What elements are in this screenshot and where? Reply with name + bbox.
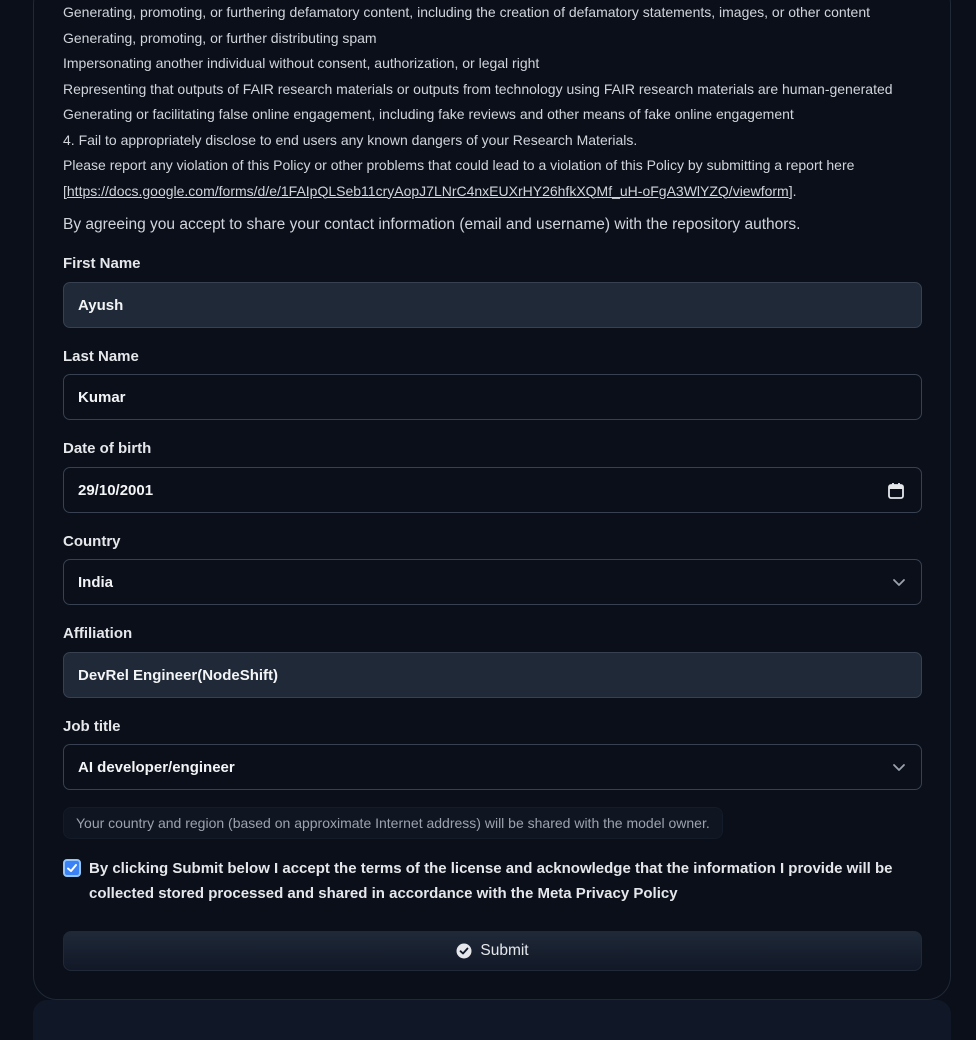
- job-title-select[interactable]: [63, 744, 922, 790]
- checkmark-icon: [66, 862, 78, 874]
- consent-checkbox[interactable]: [63, 859, 81, 877]
- dob-label: Date of birth: [63, 440, 152, 457]
- chevron-down-icon: [891, 574, 907, 590]
- report-link-line: [63, 179, 923, 205]
- link-bracket-open: [: [63, 182, 67, 199]
- calendar-icon[interactable]: [887, 482, 905, 500]
- policy-text: [63, 0, 923, 204]
- submit-label: Submit: [480, 942, 529, 959]
- agreement-text: By agreeing you accept to share your contact information (email and username) with the repository authors.: [63, 216, 801, 233]
- policy-line: Generating or facilitating false online engagement, including fake reviews and other means of fake online engagement: [63, 106, 794, 122]
- policy-line: Generating, promoting, or further distributing spam: [63, 29, 377, 46]
- policy-line: Representing that outputs of FAIR research materials or outputs from technology using FAIR research materials are human-generated: [63, 80, 893, 97]
- dob-input[interactable]: [63, 467, 922, 513]
- report-form-link[interactable]: https://docs.google.com/forms/d/e/1FAIpQLSeb11cryAopJ7LNrC4nxEUXrHY26hfkXQMf_uH-oFgA3WlYZQ/viewform: [66, 182, 789, 199]
- country-value: India: [78, 573, 114, 591]
- last-name-value: Kumar: [78, 388, 126, 406]
- consent-text: By clicking Submit below I accept the terms of the license and acknowledge that the information I provide will be collected stored processed and shared in accordance with the Meta Privacy Policy: [89, 860, 893, 902]
- affiliation-input[interactable]: [63, 652, 922, 698]
- country-label: Country: [63, 533, 121, 550]
- policy-line: Please report any violation of this Policy or other problems that could lead to a violation of this Policy by submitting a report here: [63, 157, 855, 173]
- first-name-label: First Name: [63, 255, 141, 272]
- country-select[interactable]: [63, 559, 922, 605]
- card-footer-strip: [33, 1000, 951, 1040]
- link-bracket-close: ].: [788, 182, 797, 199]
- affiliation-value: DevRel Engineer(NodeShift): [78, 666, 279, 684]
- check-circle-icon: [456, 943, 472, 959]
- affiliation-label: Affiliation: [63, 625, 133, 642]
- job-title-label: Job title: [63, 718, 121, 735]
- first-name-input[interactable]: [63, 282, 922, 328]
- submit-button[interactable]: [63, 931, 922, 971]
- policy-line: 4. Fail to appropriately disclose to end users any known dangers of your Research Materials.: [63, 131, 638, 148]
- last-name-input[interactable]: [63, 374, 922, 420]
- dob-value: 29/10/2001: [78, 481, 154, 499]
- region-sharing-note: Your country and region (based on approximate Internet address) will be shared with the model owner.: [63, 807, 723, 839]
- policy-line: Generating, promoting, or furthering defamatory content, including the creation of defamatory statements, images, or other content: [63, 4, 870, 20]
- last-name-label: Last Name: [63, 348, 139, 365]
- policy-line: Impersonating another individual without consent, authorization, or legal right: [63, 55, 540, 71]
- job-title-value: AI developer/engineer: [78, 758, 235, 776]
- chevron-down-icon: [891, 759, 907, 775]
- first-name-value: Ayush: [78, 296, 124, 314]
